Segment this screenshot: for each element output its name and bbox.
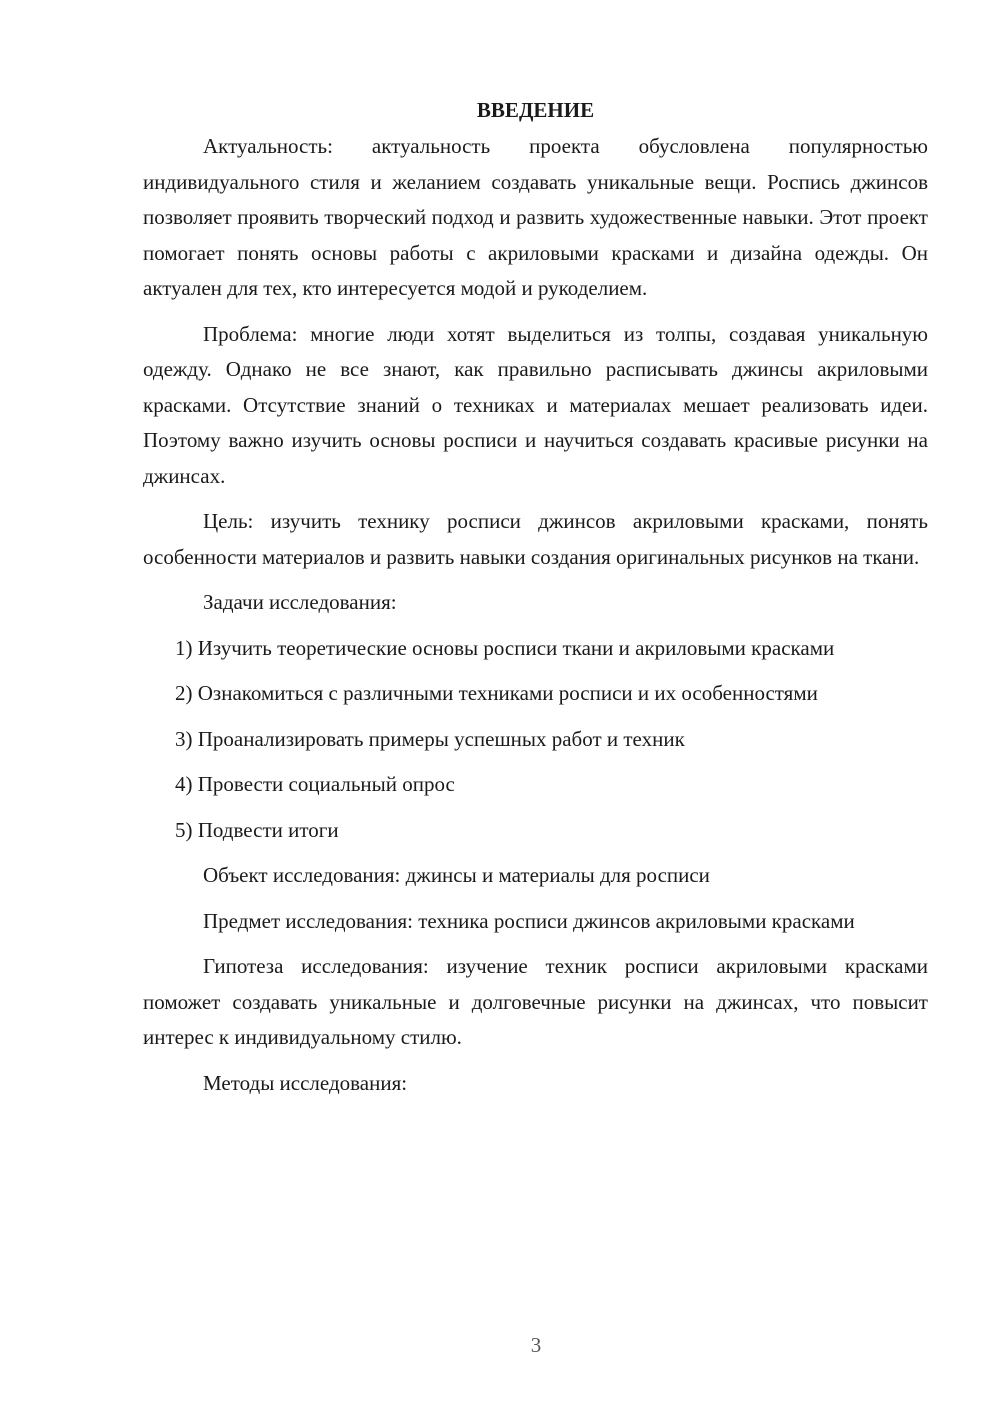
task-item-5: 5) Подвести итоги — [175, 817, 339, 842]
paragraph-subject: Предмет исследования: техника росписи джинсов акриловыми красками — [203, 908, 855, 933]
paragraph-hypothesis: Гипотеза исследования: изучение техник росписи акриловыми красками поможет создавать уникальные и долговечные рисунки на джинсах, что повысит интерес к индивидуальному стилю. — [143, 954, 928, 1049]
section-heading: ВВЕДЕНИЕ — [476, 98, 595, 122]
methods-title: Методы исследования: — [203, 1070, 408, 1095]
paragraph-problem: Проблема: многие люди хотят выделиться из толпы, создавая уникальную одежду. Однако не все знают, как правильно расписывать джинсы акриловыми красками. Отсутствие знаний о техниках и материалах мешает реализовать идеи. Поэтому важно изучить основы росписи и научиться создавать красивые рисунки на джинсах. — [143, 321, 928, 488]
task-item-2: 2) Ознакомиться с различными техниками росписи и их особенностями — [175, 681, 818, 705]
paragraph-goal: Цель: изучить технику росписи джинсов акриловыми красками, понять особенности материалов и развить навыки создания оригинальных рисунков на ткани. — [143, 509, 928, 569]
tasks-title: Задачи исследования: — [203, 590, 397, 614]
task-item-3: 3) Проанализировать примеры успешных работ и техник — [175, 726, 685, 751]
paragraph-object: Объект исследования: джинсы и материалы для росписи — [203, 863, 710, 887]
page-number: 3 — [530, 1333, 542, 1357]
task-item-4: 4) Провести социальный опрос — [175, 772, 455, 796]
task-item-1: 1) Изучить теоретические основы росписи ткани и акриловыми красками — [175, 635, 835, 660]
paragraph-relevance: Актуальность: актуальность проекта обусловлена популярностью индивидуального стиля и желанием создавать уникальные вещи. Роспись джинсов позволяет проявить творческий подход и развить художественные навыки. Этот проект помогает понять основы работы с акриловыми красками и дизайна одежды. Он актуален для тех, кто интересуется модой и рукоделием. — [143, 134, 928, 300]
document-page — [143, 95, 928, 1111]
